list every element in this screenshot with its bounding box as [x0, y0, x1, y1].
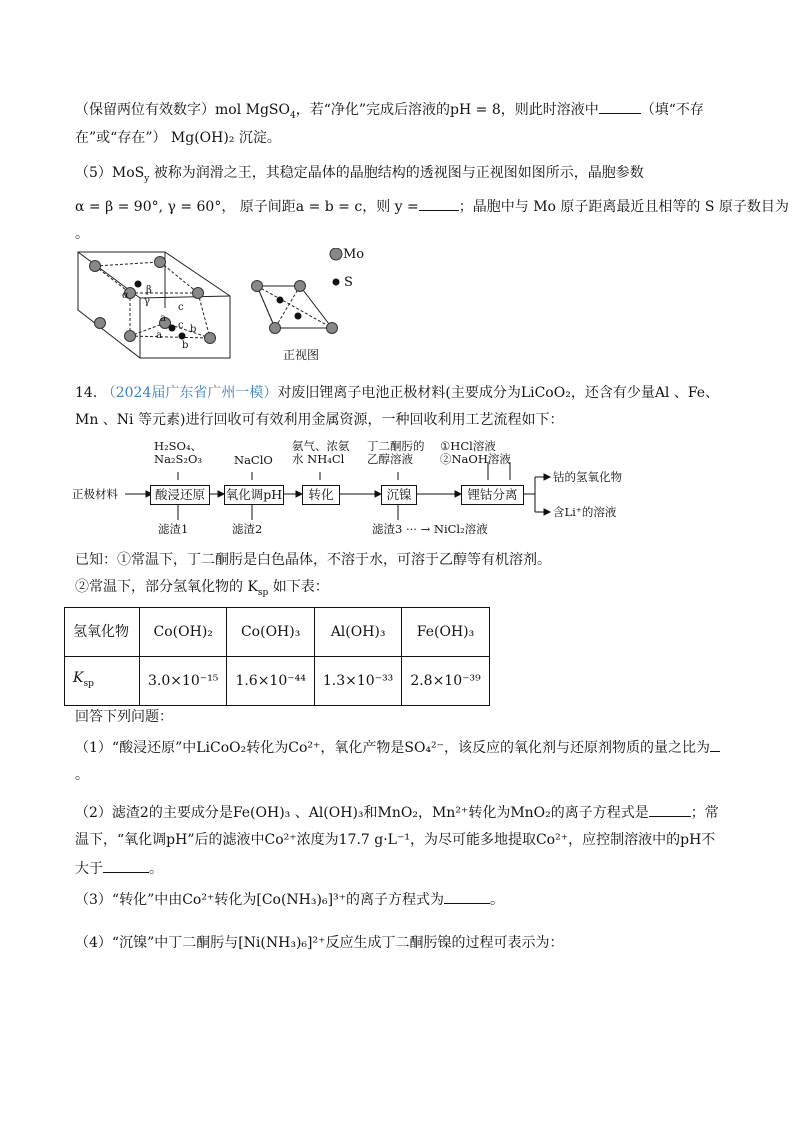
output-cobalt: 钴的氢氧化物: [553, 470, 622, 484]
b-label: b: [190, 324, 197, 335]
mo-atom: [193, 288, 204, 299]
a-label: a: [156, 330, 162, 341]
text: （保留两位有效数字）: [75, 102, 215, 118]
question-source: （2024届广东省广州一模）: [101, 385, 278, 401]
q5-line1: [75, 163, 644, 189]
residue-1: 滤渣1: [158, 522, 189, 536]
c-label: c: [178, 302, 184, 313]
q4-prev-line1: （保留两位有效数字）mol MgSO$_4$，若“净化”完成后溶液的pH = 8，则此时溶液中 （填“不存: [75, 99, 704, 126]
text: K: [73, 670, 84, 687]
text: α = β = 90°, γ = 60°， 原子间距a = b = c，则 y =: [75, 199, 419, 215]
table-cell: 1.6×10⁻⁴⁴: [227, 657, 314, 706]
question-number: 14.: [75, 385, 98, 401]
flow-step-acid-reduction: 酸浸还原: [150, 485, 210, 505]
ksp-table: [64, 607, 490, 706]
flow-step-li-co-sep: 锂钴分离: [461, 485, 524, 505]
s-atom: [169, 325, 176, 332]
answer-blank[interactable]: [599, 99, 641, 114]
crystal-cell-figure: [70, 248, 370, 363]
a-label: a: [160, 313, 166, 324]
table-header-cell: Co(OH)₃: [227, 608, 314, 657]
mo-legend-swatch: [330, 248, 342, 260]
answer-intro: 回答下列问题：: [75, 709, 173, 725]
table-cell: 3.0×10⁻¹⁵: [140, 657, 227, 706]
known-1: 已知：①常温下，丁二酮肟是白色晶体，不溶于水，可溶于乙醇等有机溶剂。: [75, 552, 551, 568]
front-view-caption: 正视图: [283, 348, 320, 362]
mo-atom: [205, 333, 216, 344]
table-row-label: [65, 657, 140, 706]
table-header-cell: Al(OH)₃: [314, 608, 401, 657]
table-cell: 2.8×10⁻³⁹: [402, 657, 489, 706]
residue-2: 滤渣2: [232, 522, 263, 536]
flow-step-convert: 转化: [302, 485, 340, 505]
text: 。: [149, 861, 163, 877]
mo-atom: [155, 257, 166, 268]
known-2: [75, 577, 329, 603]
text: （5）MoS: [75, 165, 145, 181]
output-lithium: 含Li⁺的溶液: [553, 505, 617, 519]
gamma-label: γ: [144, 296, 150, 307]
mo-atom: [95, 318, 106, 329]
table-row: [65, 608, 490, 657]
answer-blank[interactable]: [103, 858, 149, 873]
reagent-1: H₂SO₄、Na₂S₂O₃: [154, 439, 203, 466]
table-header-cell: Fe(OH)₃: [402, 608, 489, 657]
legend-mo: Mo: [343, 247, 365, 262]
b-label: b: [182, 340, 189, 351]
text: （1）“酸浸还原”中LiCoO₂转化为Co²⁺，氧化产物是SO₄²⁻，该反应的氧化剂与还原剂物质的量之比为: [75, 740, 711, 756]
text: ；晶胞中与 Mo 原子距离最近且相等的 S 原子数目为: [458, 199, 789, 215]
text: 大于: [75, 861, 103, 877]
q1-end: 。: [75, 767, 89, 783]
text: 如下表：: [268, 579, 329, 595]
q2-line1: [75, 802, 719, 823]
answer-blank[interactable]: [649, 802, 691, 817]
q3-line: [75, 889, 504, 910]
text: sp: [83, 678, 94, 689]
flow-step-oxidize-ph: 氧化调pH: [224, 485, 284, 505]
answer-blank[interactable]: [419, 196, 459, 211]
c-label: c: [178, 320, 184, 331]
text: 。: [490, 892, 505, 908]
q2-line2: 温下，“氧化调pH”后的滤液中Co²⁺浓度为17.7 g·L⁻¹，为尽可能多地提取Co²⁺，应控制溶液中的pH不: [75, 832, 716, 848]
alpha-label: α: [122, 290, 129, 301]
text: mol MgSO: [215, 102, 290, 118]
table-header-cell: Co(OH)₂: [140, 608, 227, 657]
s-legend-swatch: [333, 279, 340, 286]
q4-line: （4）“沉镍”中丁二酮肟与[Ni(NH₃)₆]²⁺反应生成丁二酮肟镍的过程可表示为：: [75, 935, 564, 951]
reagent-5: ①HCl溶液 ②NaOH溶液: [440, 439, 511, 466]
reagent-3: 氨气、浓氨水 NH₄Cl: [292, 439, 350, 466]
legend-s: S: [344, 275, 353, 290]
text: 对废旧锂离子电池正极材料(主要成分为LiCoO₂，还含有少量Al 、Fe、: [277, 385, 720, 401]
text: ，若“净化”完成后溶液的pH = 8，则此时溶液中: [295, 102, 599, 118]
text: （2）滤渣2的主要成分是Fe(OH)₃ 、Al(OH)₃和MnO₂，Mn²⁺转化为MnO₂的离子方程式是: [75, 805, 649, 821]
q14-line1: [75, 383, 719, 403]
q5-line2: [75, 196, 789, 217]
mo-atom: [125, 331, 136, 342]
text: ；常: [690, 805, 719, 821]
q4-prev-line2: 在”或“存在”） Mg(OH)₂ 沉淀。: [75, 130, 281, 146]
text: ②常温下，部分氢氧化物的 K: [75, 579, 258, 595]
table-row: [65, 657, 490, 706]
flow-start: 正极材料: [72, 487, 118, 501]
q2-line3: [75, 858, 163, 879]
s-atom: [135, 281, 142, 288]
beta-label: β: [146, 285, 152, 296]
mo-atom: [90, 261, 101, 272]
answer-blank[interactable]: [710, 737, 720, 752]
residue-3: 滤渣3 ··· → NiCl₂溶液: [372, 522, 488, 536]
text: y: [144, 173, 150, 184]
reagent-2: NaClO: [234, 453, 273, 467]
reagent-4: 丁二酮肟的乙醇溶液: [367, 439, 425, 466]
s-atom: [179, 333, 186, 340]
text: 被称为润滑之王，其稳定晶体的晶胞结构的透视图与正视图如图所示，晶胞参数: [149, 165, 644, 181]
text: sp: [257, 587, 269, 598]
process-flowchart: [70, 432, 710, 537]
q5-line3: 。: [75, 226, 89, 242]
answer-blank[interactable]: [444, 889, 490, 904]
q14-line2: Mn 、Ni 等元素)进行回收可有效利用金属资源，一种回收利用工艺流程如下：: [75, 412, 564, 428]
flow-step-nickel: 沉镍: [381, 485, 417, 505]
text: （3）“转化”中由Co²⁺转化为[Co(NH₃)₆]³⁺的离子方程式为: [75, 892, 445, 908]
text: （填“不存: [640, 102, 704, 118]
table-cell: 1.3×10⁻³³: [314, 657, 401, 706]
table-header-cell: 氢氧化物: [65, 608, 140, 657]
q1-line: [75, 737, 720, 758]
